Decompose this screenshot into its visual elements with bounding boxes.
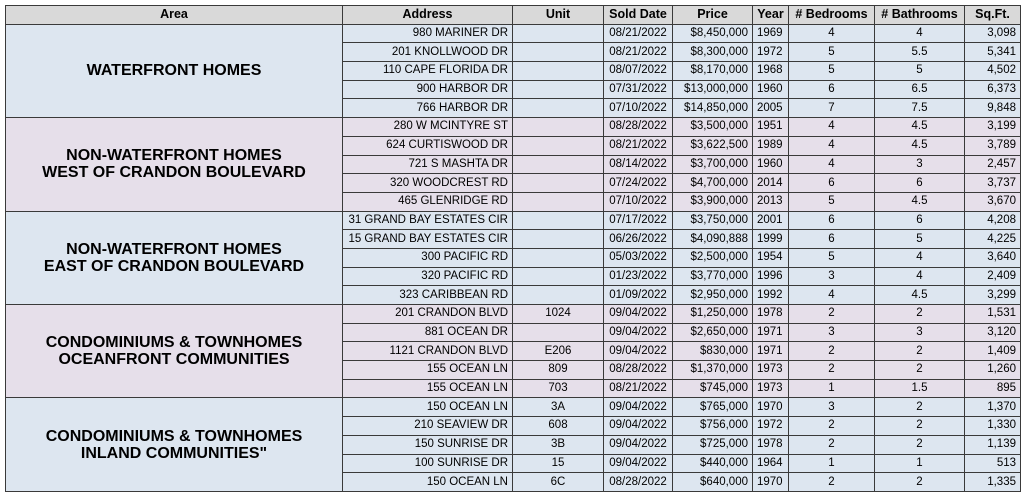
- sold-date-cell: 08/28/2022: [604, 361, 673, 380]
- price-cell: $3,750,000: [673, 211, 753, 230]
- address-cell: 150 SUNRISE DR: [343, 435, 513, 454]
- sqft-cell: 513: [965, 454, 1021, 473]
- price-cell: $2,950,000: [673, 286, 753, 305]
- unit-cell: 3A: [513, 398, 604, 417]
- price-cell: $14,850,000: [673, 99, 753, 118]
- unit-cell: [513, 24, 604, 43]
- year-cell: 1960: [753, 155, 789, 174]
- area-cell: [6, 118, 343, 211]
- table-row: [6, 118, 1021, 137]
- bathrooms-cell: 1.5: [875, 379, 965, 398]
- bedrooms-cell: 2: [789, 417, 875, 436]
- header-sqft: Sq.Ft.: [965, 6, 1021, 25]
- address-cell: 300 PACIFIC RD: [343, 248, 513, 267]
- price-cell: $756,000: [673, 417, 753, 436]
- sqft-cell: 4,208: [965, 211, 1021, 230]
- sold-date-cell: 09/04/2022: [604, 342, 673, 361]
- bedrooms-cell: 2: [789, 361, 875, 380]
- sqft-cell: 1,260: [965, 361, 1021, 380]
- sold-date-cell: 07/17/2022: [604, 211, 673, 230]
- price-cell: $3,622,500: [673, 136, 753, 155]
- price-cell: $4,700,000: [673, 174, 753, 193]
- area-label-line1: CONDOMINIUMS & TOWNHOMES: [45, 427, 303, 445]
- address-cell: 15 GRAND BAY ESTATES CIR: [343, 230, 513, 249]
- sqft-cell: 1,139: [965, 435, 1021, 454]
- unit-cell: [513, 62, 604, 81]
- bathrooms-cell: 7.5: [875, 99, 965, 118]
- price-cell: $4,090,888: [673, 230, 753, 249]
- sales-table: [5, 5, 1021, 492]
- sold-date-cell: 08/07/2022: [604, 62, 673, 81]
- bathrooms-cell: 1: [875, 454, 965, 473]
- address-cell: 110 CAPE FLORIDA DR: [343, 62, 513, 81]
- sqft-cell: 4,225: [965, 230, 1021, 249]
- bedrooms-cell: 3: [789, 398, 875, 417]
- bathrooms-cell: 2: [875, 417, 965, 436]
- area-label-line2: INLAND COMMUNITIES": [80, 444, 268, 462]
- table-body: [6, 24, 1021, 491]
- sold-date-cell: 06/26/2022: [604, 230, 673, 249]
- bedrooms-cell: 4: [789, 136, 875, 155]
- address-cell: 1121 CRANDON BLVD: [343, 342, 513, 361]
- year-cell: 1996: [753, 267, 789, 286]
- bathrooms-cell: 4.5: [875, 192, 965, 211]
- price-cell: $3,770,000: [673, 267, 753, 286]
- year-cell: 1964: [753, 454, 789, 473]
- price-cell: $3,500,000: [673, 118, 753, 137]
- sold-date-cell: 08/28/2022: [604, 473, 673, 492]
- price-cell: $1,250,000: [673, 305, 753, 324]
- bedrooms-cell: 3: [789, 323, 875, 342]
- bedrooms-cell: 7: [789, 99, 875, 118]
- price-cell: $765,000: [673, 398, 753, 417]
- year-cell: 1954: [753, 248, 789, 267]
- bathrooms-cell: 2: [875, 435, 965, 454]
- unit-cell: 1024: [513, 305, 604, 324]
- price-cell: $3,700,000: [673, 155, 753, 174]
- bedrooms-cell: 4: [789, 24, 875, 43]
- sold-date-cell: 07/10/2022: [604, 99, 673, 118]
- address-cell: 624 CURTISWOOD DR: [343, 136, 513, 155]
- year-cell: 2005: [753, 99, 789, 118]
- address-cell: 31 GRAND BAY ESTATES CIR: [343, 211, 513, 230]
- header-address: Address: [343, 6, 513, 25]
- year-cell: 1970: [753, 398, 789, 417]
- sqft-cell: 3,640: [965, 248, 1021, 267]
- year-cell: 1951: [753, 118, 789, 137]
- bathrooms-cell: 2: [875, 473, 965, 492]
- year-cell: 1973: [753, 379, 789, 398]
- bedrooms-cell: 4: [789, 155, 875, 174]
- unit-cell: [513, 118, 604, 137]
- price-cell: $640,000: [673, 473, 753, 492]
- year-cell: 1971: [753, 323, 789, 342]
- header-row: [6, 6, 1021, 25]
- header-area: Area: [6, 6, 343, 25]
- price-cell: $8,300,000: [673, 43, 753, 62]
- area-cell: [6, 24, 343, 117]
- bathrooms-cell: 5.5: [875, 43, 965, 62]
- address-cell: 900 HARBOR DR: [343, 80, 513, 99]
- sqft-cell: 1,409: [965, 342, 1021, 361]
- bedrooms-cell: 6: [789, 230, 875, 249]
- address-cell: 465 GLENRIDGE RD: [343, 192, 513, 211]
- year-cell: 1972: [753, 417, 789, 436]
- sqft-cell: 4,502: [965, 62, 1021, 81]
- year-cell: 1989: [753, 136, 789, 155]
- bedrooms-cell: 6: [789, 80, 875, 99]
- sqft-cell: 1,335: [965, 473, 1021, 492]
- header-bathrooms: # Bathrooms: [875, 6, 965, 25]
- header-unit: Unit: [513, 6, 604, 25]
- bedrooms-cell: 1: [789, 379, 875, 398]
- year-cell: 1999: [753, 230, 789, 249]
- sqft-cell: 3,120: [965, 323, 1021, 342]
- area-label-line2: OCEANFRONT COMMUNITIES: [58, 351, 290, 369]
- address-cell: 150 OCEAN LN: [343, 473, 513, 492]
- bathrooms-cell: 5: [875, 62, 965, 81]
- unit-cell: [513, 136, 604, 155]
- header-year: Year: [753, 6, 789, 25]
- sqft-cell: 2,409: [965, 267, 1021, 286]
- year-cell: 1968: [753, 62, 789, 81]
- sqft-cell: 3,737: [965, 174, 1021, 193]
- unit-cell: [513, 286, 604, 305]
- area-cell: [6, 211, 343, 304]
- sqft-cell: 3,199: [965, 118, 1021, 137]
- header-price: Price: [673, 6, 753, 25]
- table-row: [6, 398, 1021, 417]
- year-cell: 1971: [753, 342, 789, 361]
- sqft-cell: 895: [965, 379, 1021, 398]
- bathrooms-cell: 2: [875, 361, 965, 380]
- sqft-cell: 1,330: [965, 417, 1021, 436]
- sqft-cell: 3,789: [965, 136, 1021, 155]
- address-cell: 280 W MCINTYRE ST: [343, 118, 513, 137]
- year-cell: 1992: [753, 286, 789, 305]
- sold-date-cell: 09/04/2022: [604, 398, 673, 417]
- unit-cell: [513, 192, 604, 211]
- bathrooms-cell: 3: [875, 155, 965, 174]
- bathrooms-cell: 6.5: [875, 80, 965, 99]
- bathrooms-cell: 2: [875, 342, 965, 361]
- year-cell: 2014: [753, 174, 789, 193]
- address-cell: 201 KNOLLWOOD DR: [343, 43, 513, 62]
- table-row: [6, 305, 1021, 324]
- sold-date-cell: 05/03/2022: [604, 248, 673, 267]
- bathrooms-cell: 2: [875, 305, 965, 324]
- price-cell: $745,000: [673, 379, 753, 398]
- price-cell: $2,500,000: [673, 248, 753, 267]
- bedrooms-cell: 2: [789, 342, 875, 361]
- unit-cell: 703: [513, 379, 604, 398]
- area-label-line2: WEST OF CRANDON BOULEVARD: [42, 164, 306, 182]
- unit-cell: [513, 211, 604, 230]
- unit-cell: 6C: [513, 473, 604, 492]
- address-cell: 100 SUNRISE DR: [343, 454, 513, 473]
- sold-date-cell: 09/04/2022: [604, 305, 673, 324]
- address-cell: 881 OCEAN DR: [343, 323, 513, 342]
- sold-date-cell: 01/09/2022: [604, 286, 673, 305]
- bedrooms-cell: 4: [789, 118, 875, 137]
- table-row: [6, 24, 1021, 43]
- bedrooms-cell: 2: [789, 305, 875, 324]
- unit-cell: 3B: [513, 435, 604, 454]
- address-cell: 721 S MASHTA DR: [343, 155, 513, 174]
- bathrooms-cell: 2: [875, 398, 965, 417]
- bedrooms-cell: 6: [789, 174, 875, 193]
- header-sold-date: Sold Date: [604, 6, 673, 25]
- area-cell: [6, 305, 343, 398]
- bedrooms-cell: 2: [789, 435, 875, 454]
- bedrooms-cell: 6: [789, 211, 875, 230]
- address-cell: 210 SEAVIEW DR: [343, 417, 513, 436]
- unit-cell: 809: [513, 361, 604, 380]
- unit-cell: [513, 267, 604, 286]
- unit-cell: E206: [513, 342, 604, 361]
- header-bedrooms: # Bedrooms: [789, 6, 875, 25]
- unit-cell: 15: [513, 454, 604, 473]
- address-cell: 320 WOODCREST RD: [343, 174, 513, 193]
- bathrooms-cell: 6: [875, 174, 965, 193]
- bedrooms-cell: 5: [789, 43, 875, 62]
- year-cell: 1969: [753, 24, 789, 43]
- sqft-cell: 9,848: [965, 99, 1021, 118]
- bedrooms-cell: 1: [789, 454, 875, 473]
- sqft-cell: 5,341: [965, 43, 1021, 62]
- sold-date-cell: 08/21/2022: [604, 379, 673, 398]
- sold-date-cell: 09/04/2022: [604, 417, 673, 436]
- unit-cell: [513, 323, 604, 342]
- sqft-cell: 1,531: [965, 305, 1021, 324]
- area-cell: [6, 398, 343, 491]
- address-cell: 323 CARIBBEAN RD: [343, 286, 513, 305]
- address-cell: 155 OCEAN LN: [343, 361, 513, 380]
- unit-cell: 608: [513, 417, 604, 436]
- bathrooms-cell: 4: [875, 248, 965, 267]
- sold-date-cell: 08/21/2022: [604, 24, 673, 43]
- price-cell: $830,000: [673, 342, 753, 361]
- bedrooms-cell: 5: [789, 62, 875, 81]
- bathrooms-cell: 4: [875, 24, 965, 43]
- price-cell: $1,370,000: [673, 361, 753, 380]
- sqft-cell: 3,098: [965, 24, 1021, 43]
- sqft-cell: 2,457: [965, 155, 1021, 174]
- unit-cell: [513, 174, 604, 193]
- area-label-line1: NON-WATERFRONT HOMES: [66, 240, 282, 258]
- year-cell: 1978: [753, 435, 789, 454]
- price-cell: $8,170,000: [673, 62, 753, 81]
- price-cell: $8,450,000: [673, 24, 753, 43]
- sqft-cell: 1,370: [965, 398, 1021, 417]
- unit-cell: [513, 43, 604, 62]
- sold-date-cell: 07/31/2022: [604, 80, 673, 99]
- sold-date-cell: 07/10/2022: [604, 192, 673, 211]
- sold-date-cell: 09/04/2022: [604, 454, 673, 473]
- area-label-line2: EAST OF CRANDON BOULEVARD: [43, 257, 305, 275]
- unit-cell: [513, 248, 604, 267]
- bedrooms-cell: 4: [789, 286, 875, 305]
- sqft-cell: 6,373: [965, 80, 1021, 99]
- year-cell: 1973: [753, 361, 789, 380]
- bedrooms-cell: 5: [789, 192, 875, 211]
- bedrooms-cell: 2: [789, 473, 875, 492]
- sqft-cell: 3,299: [965, 286, 1021, 305]
- address-cell: 320 PACIFIC RD: [343, 267, 513, 286]
- bedrooms-cell: 5: [789, 248, 875, 267]
- sold-date-cell: 09/04/2022: [604, 435, 673, 454]
- year-cell: 1970: [753, 473, 789, 492]
- bathrooms-cell: 4.5: [875, 118, 965, 137]
- address-cell: 980 MARINER DR: [343, 24, 513, 43]
- address-cell: 150 OCEAN LN: [343, 398, 513, 417]
- price-cell: $13,000,000: [673, 80, 753, 99]
- unit-cell: [513, 80, 604, 99]
- sold-date-cell: 01/23/2022: [604, 267, 673, 286]
- unit-cell: [513, 155, 604, 174]
- area-label-line1: WATERFRONT HOMES: [86, 62, 262, 80]
- unit-cell: [513, 99, 604, 118]
- price-cell: $440,000: [673, 454, 753, 473]
- year-cell: 1978: [753, 305, 789, 324]
- year-cell: 1960: [753, 80, 789, 99]
- sqft-cell: 3,670: [965, 192, 1021, 211]
- price-cell: $725,000: [673, 435, 753, 454]
- bathrooms-cell: 6: [875, 211, 965, 230]
- sold-date-cell: 07/24/2022: [604, 174, 673, 193]
- area-label-line1: NON-WATERFRONT HOMES: [66, 147, 282, 165]
- address-cell: 201 CRANDON BLVD: [343, 305, 513, 324]
- bathrooms-cell: 4.5: [875, 136, 965, 155]
- address-cell: 155 OCEAN LN: [343, 379, 513, 398]
- year-cell: 1972: [753, 43, 789, 62]
- table-row: [6, 211, 1021, 230]
- bathrooms-cell: 4.5: [875, 286, 965, 305]
- year-cell: 2001: [753, 211, 789, 230]
- price-cell: $2,650,000: [673, 323, 753, 342]
- bathrooms-cell: 3: [875, 323, 965, 342]
- bedrooms-cell: 3: [789, 267, 875, 286]
- sold-date-cell: 09/04/2022: [604, 323, 673, 342]
- year-cell: 2013: [753, 192, 789, 211]
- sold-date-cell: 08/14/2022: [604, 155, 673, 174]
- unit-cell: [513, 230, 604, 249]
- sold-date-cell: 08/21/2022: [604, 43, 673, 62]
- area-label-line1: CONDOMINIUMS & TOWNHOMES: [45, 334, 303, 352]
- bathrooms-cell: 4: [875, 267, 965, 286]
- sold-date-cell: 08/21/2022: [604, 136, 673, 155]
- bathrooms-cell: 5: [875, 230, 965, 249]
- price-cell: $3,900,000: [673, 192, 753, 211]
- sold-date-cell: 08/28/2022: [604, 118, 673, 137]
- address-cell: 766 HARBOR DR: [343, 99, 513, 118]
